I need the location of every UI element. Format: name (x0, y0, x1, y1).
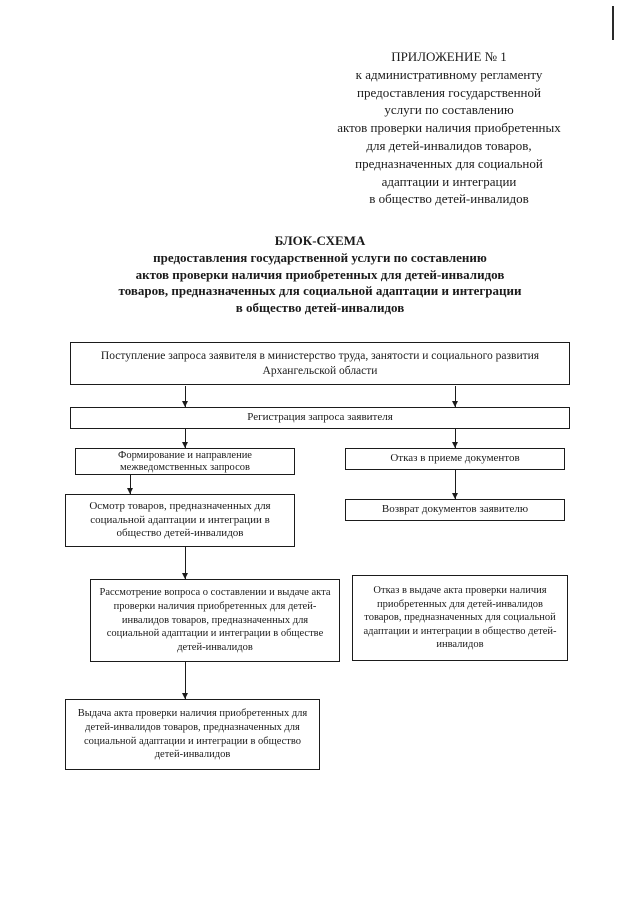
header-line: предоставления государственной (357, 84, 541, 100)
flow-box-act-issuance: Выдача акта проверки наличия приобретенных для детей-инвалидов товаров, предназначенных для социальной адаптации и интеграции в общество детей-инвалидов (65, 699, 320, 770)
flow-box-documents-refusal: Отказ в приеме документов (345, 448, 565, 470)
flow-box-goods-inspection: Осмотр товаров, предназначенных для социальной адаптации и интеграции в общество детей-инвалидов (65, 494, 295, 547)
title-line: БЛОК-СХЕМА (274, 233, 366, 248)
arrow-down (185, 662, 186, 699)
arrow-down (185, 386, 186, 407)
header-line: ПРИЛОЖЕНИЕ № 1 (391, 49, 507, 64)
flow-box-request-received: Поступление запроса заявителя в министерство труда, занятости и социального развития Архангельской области (70, 342, 570, 385)
header-line: предназначенных для социальной (355, 155, 543, 171)
arrow-down (455, 470, 456, 499)
header-line: адаптации и интеграции (381, 173, 517, 189)
arrow-down (455, 386, 456, 407)
scheme-title (0, 233, 640, 317)
header-line: к административному регламенту (355, 66, 543, 82)
arrow-down (185, 547, 186, 579)
title-line: товаров, предназначенных для социальной адаптации и интеграции (118, 283, 522, 299)
flow-box-documents-return: Возврат документов заявителю (345, 499, 565, 521)
flow-box-act-consideration: Рассмотрение вопроса о составлении и выдаче акта проверки наличия приобретенных для детей-инвалидов товаров, предназначенных для социальной адаптации и интеграции в обществе детей-инвалидов (90, 579, 340, 662)
flow-box-request-registration: Регистрация запроса заявителя (70, 407, 570, 429)
appendix-header (318, 48, 580, 208)
header-line: услуги по составлению (384, 102, 514, 118)
title-line: в общество детей-инвалидов (235, 300, 405, 316)
scan-artifact-line (612, 6, 614, 40)
flow-box-act-refusal: Отказ в выдаче акта проверки наличия приобретенных для детей-инвалидов товаров, предназначенных для социальной адаптации и интеграции в общество детей-инвалидов (352, 575, 568, 661)
header-line: актов проверки наличия приобретенных (337, 120, 561, 136)
header-line: в общество детей-инвалидов (369, 191, 529, 207)
header-line: для детей-инвалидов товаров, (366, 137, 532, 153)
title-line: актов проверки наличия приобретенных для детей-инвалидов (135, 266, 505, 282)
flow-box-interagency-requests: Формирование и направление межведомственных запросов (75, 448, 295, 475)
arrow-down (130, 475, 131, 494)
title-line: предоставления государственной услуги по составлению (153, 249, 487, 265)
arrow-down (455, 429, 456, 448)
arrow-down (185, 429, 186, 448)
